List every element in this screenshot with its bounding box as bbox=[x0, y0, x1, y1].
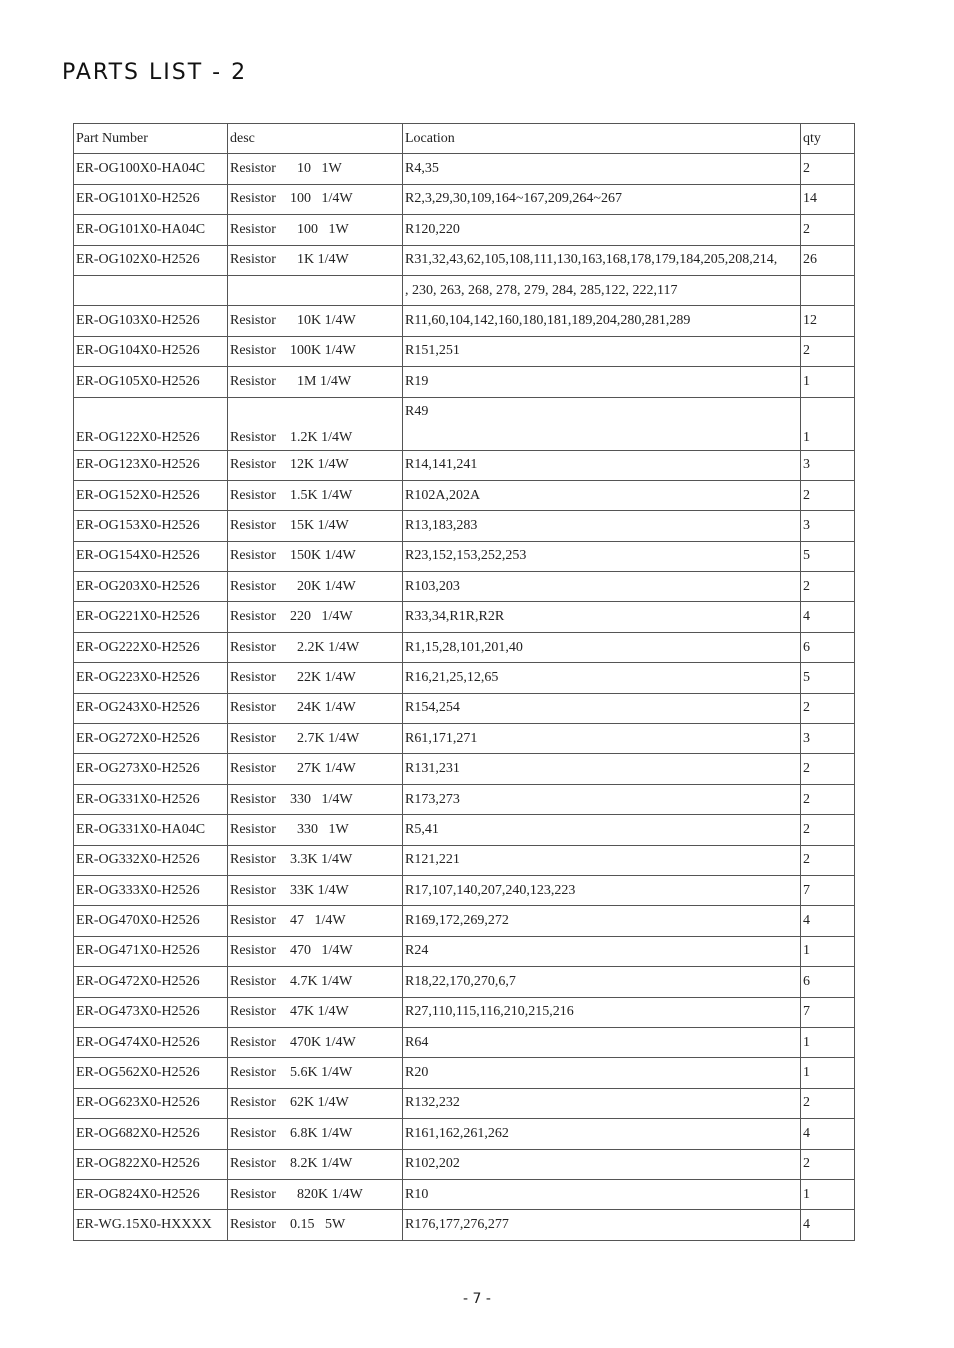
desc-cell bbox=[228, 215, 403, 245]
component-value: 47K 1/4W bbox=[290, 1004, 349, 1020]
qty-cell: 7 bbox=[801, 875, 855, 905]
page-title: PARTS LIST - 2 bbox=[62, 60, 248, 85]
table-row bbox=[74, 450, 855, 480]
component-type: Resistor bbox=[230, 669, 276, 685]
part-number-cell: ER-OG243X0-H2526 bbox=[74, 693, 228, 723]
component-value: 33K 1/4W bbox=[290, 882, 349, 898]
qty-cell: 7 bbox=[801, 997, 855, 1027]
table-row bbox=[74, 480, 855, 510]
desc-cell bbox=[228, 875, 403, 905]
part-number-cell: ER-OG333X0-H2526 bbox=[74, 875, 228, 905]
part-number-cell: ER-OG100X0-HA04C bbox=[74, 154, 228, 184]
desc-cell bbox=[228, 184, 403, 214]
component-value: 24K 1/4W bbox=[290, 700, 356, 716]
location-cell: R19 bbox=[403, 367, 801, 397]
component-type: Resistor bbox=[230, 313, 276, 329]
component-value: 10K 1/4W bbox=[290, 313, 356, 329]
part-number-cell: ER-OG471X0-H2526 bbox=[74, 936, 228, 966]
component-type: Resistor bbox=[230, 821, 276, 837]
location-cell: R23,152,153,252,253 bbox=[403, 541, 801, 571]
part-number-cell: ER-OG122X0-H2526 bbox=[74, 397, 228, 450]
component-type: Resistor bbox=[230, 1034, 276, 1050]
desc-cell bbox=[228, 815, 403, 845]
component-value: 100K 1/4W bbox=[290, 343, 356, 359]
component-value: 1M 1/4W bbox=[290, 373, 352, 389]
component-value: 47 1/4W bbox=[290, 913, 346, 929]
table-row bbox=[74, 1058, 855, 1088]
location-cell: R11,60,104,142,160,180,181,189,204,280,281,289 bbox=[403, 306, 801, 336]
table-row bbox=[74, 154, 855, 184]
component-value: 2.2K 1/4W bbox=[290, 639, 360, 655]
component-type: Resistor bbox=[230, 1216, 276, 1232]
location-cell: R33,34,R1R,R2R bbox=[403, 602, 801, 632]
part-number-cell: ER-OG153X0-H2526 bbox=[74, 511, 228, 541]
part-number-cell: ER-OG101X0-HA04C bbox=[74, 215, 228, 245]
table-row bbox=[74, 784, 855, 814]
table-row bbox=[74, 336, 855, 366]
component-value: 820K 1/4W bbox=[290, 1186, 363, 1202]
desc-cell bbox=[228, 1179, 403, 1209]
header-location: Location bbox=[403, 124, 801, 154]
part-number-cell: ER-OG103X0-H2526 bbox=[74, 306, 228, 336]
table-row bbox=[74, 845, 855, 875]
location-cell: R64 bbox=[403, 1027, 801, 1057]
part-number-cell: ER-OG152X0-H2526 bbox=[74, 480, 228, 510]
part-number-cell: ER-OG154X0-H2526 bbox=[74, 541, 228, 571]
table-row bbox=[74, 1027, 855, 1057]
component-value: 470K 1/4W bbox=[290, 1034, 356, 1050]
part-number-cell: ER-OG203X0-H2526 bbox=[74, 572, 228, 602]
component-value: 6.8K 1/4W bbox=[290, 1125, 353, 1141]
part-number-cell: ER-OG331X0-H2526 bbox=[74, 784, 228, 814]
location-cell: R61,171,271 bbox=[403, 724, 801, 754]
component-type: Resistor bbox=[230, 609, 276, 625]
component-value: 0.15 5W bbox=[290, 1216, 346, 1232]
qty-cell: 1 bbox=[801, 936, 855, 966]
component-type: Resistor bbox=[230, 548, 276, 564]
component-value: 1.2K 1/4W bbox=[290, 429, 353, 445]
desc-cell bbox=[228, 245, 403, 275]
component-value: 10 1W bbox=[290, 161, 342, 177]
desc-cell bbox=[228, 275, 403, 305]
location-cell: R176,177,276,277 bbox=[403, 1210, 801, 1240]
qty-cell: 4 bbox=[801, 906, 855, 936]
component-type: Resistor bbox=[230, 457, 276, 473]
component-type: Resistor bbox=[230, 191, 276, 207]
component-type: Resistor bbox=[230, 221, 276, 237]
qty-cell: 6 bbox=[801, 632, 855, 662]
qty-cell: 2 bbox=[801, 215, 855, 245]
component-value: 220 1/4W bbox=[290, 609, 353, 625]
component-type: Resistor bbox=[230, 1125, 276, 1141]
component-type: Resistor bbox=[230, 761, 276, 777]
header-qty: qty bbox=[801, 124, 855, 154]
component-type: Resistor bbox=[230, 1065, 276, 1081]
qty-cell: 1 bbox=[801, 1179, 855, 1209]
part-number-cell bbox=[74, 275, 228, 305]
location-cell: R151,251 bbox=[403, 336, 801, 366]
component-value: 330 1/4W bbox=[290, 791, 353, 807]
qty-cell: 4 bbox=[801, 602, 855, 632]
desc-cell bbox=[228, 632, 403, 662]
qty-cell: 3 bbox=[801, 511, 855, 541]
table-row bbox=[74, 906, 855, 936]
table-header-row bbox=[74, 124, 855, 154]
table-row bbox=[74, 815, 855, 845]
component-type: Resistor bbox=[230, 791, 276, 807]
desc-cell bbox=[228, 336, 403, 366]
part-number-cell: ER-OG623X0-H2526 bbox=[74, 1088, 228, 1118]
qty-cell: 14 bbox=[801, 184, 855, 214]
qty-cell: 12 bbox=[801, 306, 855, 336]
component-type: Resistor bbox=[230, 578, 276, 594]
qty-cell: 1 bbox=[801, 367, 855, 397]
part-number-cell: ER-OG273X0-H2526 bbox=[74, 754, 228, 784]
location-cell: R17,107,140,207,240,123,223 bbox=[403, 875, 801, 905]
component-value: 15K 1/4W bbox=[290, 517, 349, 533]
qty-cell: 2 bbox=[801, 754, 855, 784]
desc-cell bbox=[228, 784, 403, 814]
location-cell: R14,141,241 bbox=[403, 450, 801, 480]
desc-cell bbox=[228, 906, 403, 936]
location-cell: R102,202 bbox=[403, 1149, 801, 1179]
component-value: 100 1W bbox=[290, 221, 349, 237]
qty-cell: 4 bbox=[801, 1119, 855, 1149]
table-row bbox=[74, 1088, 855, 1118]
desc-cell bbox=[228, 1149, 403, 1179]
desc-cell bbox=[228, 450, 403, 480]
component-type: Resistor bbox=[230, 852, 276, 868]
qty-cell: 2 bbox=[801, 845, 855, 875]
component-type: Resistor bbox=[230, 373, 276, 389]
table-row bbox=[74, 275, 855, 305]
component-value: 3.3K 1/4W bbox=[290, 852, 353, 868]
desc-cell bbox=[228, 997, 403, 1027]
location-cell: R103,203 bbox=[403, 572, 801, 602]
component-value: 12K 1/4W bbox=[290, 457, 349, 473]
component-type: Resistor bbox=[230, 1186, 276, 1202]
table-row bbox=[74, 367, 855, 397]
desc-cell bbox=[228, 845, 403, 875]
table-row bbox=[74, 572, 855, 602]
desc-cell bbox=[228, 1210, 403, 1240]
table-row bbox=[74, 632, 855, 662]
desc-cell bbox=[228, 967, 403, 997]
table-row bbox=[74, 1119, 855, 1149]
component-value: 2.7K 1/4W bbox=[290, 730, 360, 746]
location-cell: R161,162,261,262 bbox=[403, 1119, 801, 1149]
desc-cell bbox=[228, 511, 403, 541]
qty-cell: 1 bbox=[801, 397, 855, 450]
part-number-cell: ER-OG102X0-H2526 bbox=[74, 245, 228, 275]
location-cell: R169,172,269,272 bbox=[403, 906, 801, 936]
component-value: 62K 1/4W bbox=[290, 1095, 349, 1111]
desc-cell bbox=[228, 1088, 403, 1118]
component-value: 150K 1/4W bbox=[290, 548, 356, 564]
table-row bbox=[74, 754, 855, 784]
table-row bbox=[74, 602, 855, 632]
qty-cell: 2 bbox=[801, 336, 855, 366]
qty-cell: 5 bbox=[801, 541, 855, 571]
table-row bbox=[74, 184, 855, 214]
location-cell: R4,35 bbox=[403, 154, 801, 184]
component-type: Resistor bbox=[230, 913, 276, 929]
component-value: 5.6K 1/4W bbox=[290, 1065, 353, 1081]
qty-cell: 2 bbox=[801, 784, 855, 814]
component-type: Resistor bbox=[230, 639, 276, 655]
location-cell: R20 bbox=[403, 1058, 801, 1088]
part-number-cell: ER-OG474X0-H2526 bbox=[74, 1027, 228, 1057]
location-cell: R31,32,43,62,105,108,111,130,163,168,178,179,184,205,208,214, bbox=[403, 245, 801, 275]
component-type: Resistor bbox=[230, 1156, 276, 1172]
desc-cell bbox=[228, 306, 403, 336]
component-type: Resistor bbox=[230, 943, 276, 959]
location-cell: R131,231 bbox=[403, 754, 801, 784]
part-number-cell: ER-OG824X0-H2526 bbox=[74, 1179, 228, 1209]
component-type: Resistor bbox=[230, 161, 276, 177]
component-type: Resistor bbox=[230, 730, 276, 746]
location-cell: R10 bbox=[403, 1179, 801, 1209]
component-type: Resistor bbox=[230, 882, 276, 898]
qty-cell: 2 bbox=[801, 480, 855, 510]
qty-cell: 5 bbox=[801, 663, 855, 693]
part-number-cell: ER-OG101X0-H2526 bbox=[74, 184, 228, 214]
desc-cell bbox=[228, 541, 403, 571]
table-row bbox=[74, 875, 855, 905]
component-value: 20K 1/4W bbox=[290, 578, 356, 594]
qty-cell: 4 bbox=[801, 1210, 855, 1240]
component-value: 470 1/4W bbox=[290, 943, 353, 959]
header-desc: desc bbox=[228, 124, 403, 154]
table-row bbox=[74, 511, 855, 541]
part-number-cell: ER-OG331X0-HA04C bbox=[74, 815, 228, 845]
desc-cell bbox=[228, 397, 403, 450]
part-number-cell: ER-OG222X0-H2526 bbox=[74, 632, 228, 662]
location-cell: R121,221 bbox=[403, 845, 801, 875]
component-value: 330 1W bbox=[290, 821, 349, 837]
qty-cell bbox=[801, 275, 855, 305]
qty-cell: 2 bbox=[801, 815, 855, 845]
desc-cell bbox=[228, 1058, 403, 1088]
part-number-cell: ER-OG470X0-H2526 bbox=[74, 906, 228, 936]
part-number-cell: ER-OG104X0-H2526 bbox=[74, 336, 228, 366]
part-number-cell: ER-OG123X0-H2526 bbox=[74, 450, 228, 480]
location-cell: R2,3,29,30,109,164~167,209,264~267 bbox=[403, 184, 801, 214]
part-number-cell: ER-OG221X0-H2526 bbox=[74, 602, 228, 632]
part-number-cell: ER-OG473X0-H2526 bbox=[74, 997, 228, 1027]
part-number-cell: ER-OG822X0-H2526 bbox=[74, 1149, 228, 1179]
part-number-cell: ER-OG272X0-H2526 bbox=[74, 724, 228, 754]
location-cell: R24 bbox=[403, 936, 801, 966]
desc-cell bbox=[228, 663, 403, 693]
location-cell: R173,273 bbox=[403, 784, 801, 814]
table-row bbox=[74, 967, 855, 997]
desc-cell bbox=[228, 602, 403, 632]
part-number-cell: ER-OG223X0-H2526 bbox=[74, 663, 228, 693]
location-cell: R154,254 bbox=[403, 693, 801, 723]
desc-cell bbox=[228, 367, 403, 397]
desc-cell bbox=[228, 1119, 403, 1149]
qty-cell: 1 bbox=[801, 1058, 855, 1088]
location-cell: R1,15,28,101,201,40 bbox=[403, 632, 801, 662]
qty-cell: 2 bbox=[801, 1088, 855, 1118]
component-value: 100 1/4W bbox=[290, 191, 353, 207]
location-cell: R102A,202A bbox=[403, 480, 801, 510]
table-row bbox=[74, 663, 855, 693]
table-body bbox=[74, 154, 855, 1240]
table-row bbox=[74, 1179, 855, 1209]
parts-table bbox=[73, 123, 855, 1241]
component-value: 1.5K 1/4W bbox=[290, 487, 353, 503]
part-number-cell: ER-OG105X0-H2526 bbox=[74, 367, 228, 397]
location-cell: R16,21,25,12,65 bbox=[403, 663, 801, 693]
qty-cell: 2 bbox=[801, 154, 855, 184]
location-cell: R27,110,115,116,210,215,216 bbox=[403, 997, 801, 1027]
qty-cell: 3 bbox=[801, 724, 855, 754]
component-type: Resistor bbox=[230, 1004, 276, 1020]
component-type: Resistor bbox=[230, 700, 276, 716]
location-cell: R18,22,170,270,6,7 bbox=[403, 967, 801, 997]
desc-cell bbox=[228, 754, 403, 784]
component-type: Resistor bbox=[230, 973, 276, 989]
table-row bbox=[74, 541, 855, 571]
table-row bbox=[74, 215, 855, 245]
part-number-cell: ER-OG682X0-H2526 bbox=[74, 1119, 228, 1149]
location-cell: R5,41 bbox=[403, 815, 801, 845]
page-number: - 7 - bbox=[463, 1291, 491, 1307]
component-type: Resistor bbox=[230, 487, 276, 503]
table-row bbox=[74, 724, 855, 754]
desc-cell bbox=[228, 480, 403, 510]
location-cell: , 230, 263, 268, 278, 279, 284, 285,122, 222,117 bbox=[403, 275, 801, 305]
desc-cell bbox=[228, 1027, 403, 1057]
table-row bbox=[74, 997, 855, 1027]
desc-cell bbox=[228, 572, 403, 602]
table-row bbox=[74, 1149, 855, 1179]
table-row bbox=[74, 306, 855, 336]
table-row bbox=[74, 397, 855, 450]
qty-cell: 2 bbox=[801, 572, 855, 602]
qty-cell: 3 bbox=[801, 450, 855, 480]
qty-cell: 2 bbox=[801, 693, 855, 723]
location-cell: R49 bbox=[403, 397, 801, 450]
qty-cell: 1 bbox=[801, 1027, 855, 1057]
desc-cell bbox=[228, 724, 403, 754]
desc-cell bbox=[228, 936, 403, 966]
qty-cell: 26 bbox=[801, 245, 855, 275]
desc-cell bbox=[228, 693, 403, 723]
qty-cell: 6 bbox=[801, 967, 855, 997]
location-cell: R132,232 bbox=[403, 1088, 801, 1118]
component-value: 27K 1/4W bbox=[290, 761, 356, 777]
location-cell: R13,183,283 bbox=[403, 511, 801, 541]
part-number-cell: ER-OG562X0-H2526 bbox=[74, 1058, 228, 1088]
component-type: Resistor bbox=[230, 517, 276, 533]
location-cell: R120,220 bbox=[403, 215, 801, 245]
component-type: Resistor bbox=[230, 429, 276, 445]
component-type: Resistor bbox=[230, 1095, 276, 1111]
table-row bbox=[74, 693, 855, 723]
component-value: 8.2K 1/4W bbox=[290, 1156, 353, 1172]
component-value: 4.7K 1/4W bbox=[290, 973, 353, 989]
component-value: 22K 1/4W bbox=[290, 669, 356, 685]
component-type: Resistor bbox=[230, 343, 276, 359]
table-row bbox=[74, 1210, 855, 1240]
component-type: Resistor bbox=[230, 252, 276, 268]
desc-cell bbox=[228, 154, 403, 184]
table-row bbox=[74, 936, 855, 966]
part-number-cell: ER-OG332X0-H2526 bbox=[74, 845, 228, 875]
header-part-number: Part Number bbox=[74, 124, 228, 154]
part-number-cell: ER-WG.15X0-HXXXX bbox=[74, 1210, 228, 1240]
qty-cell: 2 bbox=[801, 1149, 855, 1179]
table-row bbox=[74, 245, 855, 275]
part-number-cell: ER-OG472X0-H2526 bbox=[74, 967, 228, 997]
component-value: 1K 1/4W bbox=[290, 252, 349, 268]
